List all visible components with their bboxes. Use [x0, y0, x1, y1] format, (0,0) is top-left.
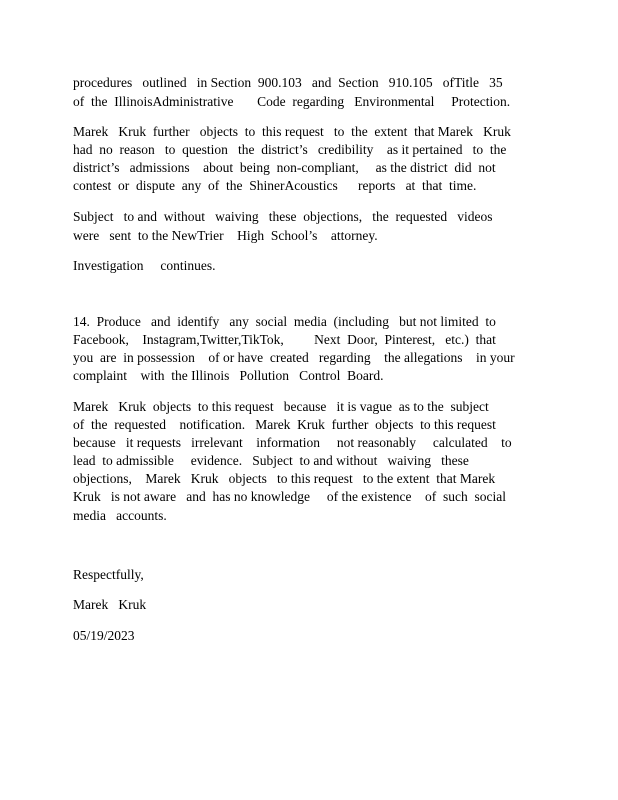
paragraph-4-line-1: Investigation continues. — [73, 258, 216, 273]
paragraph-3-line-1: Subject to and without waiving these objections, the requested videos — [73, 209, 493, 224]
paragraph-6-line-6: Kruk is not aware and has no knowledge of the existence of such social — [73, 489, 507, 504]
paragraph-1-line-1: procedures outlined in Section 900.103 and Section 910.105 ofTitle 35 — [73, 75, 503, 90]
paragraph-6-line-5: objections, Marek Kruk objects to this request to the extent that Marek — [73, 471, 496, 486]
paragraph-6-line-1: Marek Kruk objects to this request because it is vague as to the subject — [73, 399, 489, 414]
paragraph-5-line-2: Facebook, Instagram,Twitter,TikTok, Next Door, Pinterest, etc.) that — [73, 332, 496, 347]
paragraph-2-line-1: Marek Kruk further objects to this request to the extent that Marek Kruk — [73, 124, 511, 139]
paragraph-1-line-2: of the IllinoisAdministrative Code regarding Environmental Protection. — [73, 94, 511, 109]
paragraph-3-line-2: were sent to the NewTrier High School’s attorney. — [73, 228, 378, 243]
paragraph-5-line-4: complaint with the Illinois Pollution Control Board. — [73, 368, 384, 383]
paragraph-5-line-1: 14. Produce and identify any social media (including but not limited to — [73, 314, 496, 329]
closing-signature-name: Marek Kruk — [73, 597, 147, 612]
paragraph-6-line-3: because it requests irrelevant information not reasonably calculated to — [73, 435, 512, 450]
paragraph-2-line-2: had no reason to question the district’s credibility as it pertained to the — [73, 142, 507, 157]
paragraph-5-line-3: you are in possession of or have created regarding the allegations in your — [73, 350, 515, 365]
paragraph-2-line-4: contest or dispute any of the ShinerAcoustics reports at that time. — [73, 178, 477, 193]
paragraph-6-line-4: lead to admissible evidence. Subject to and without waiving these — [73, 453, 469, 468]
paragraph-2-line-3: district’s admissions about being non-compliant, as the district did not — [73, 160, 496, 175]
closing-salutation: Respectfully, — [73, 567, 144, 582]
paragraph-6-line-7: media accounts. — [73, 508, 167, 523]
closing-date: 05/19/2023 — [73, 628, 135, 643]
paragraph-6-line-2: of the requested notification. Marek Kruk further objects to this request — [73, 417, 496, 432]
